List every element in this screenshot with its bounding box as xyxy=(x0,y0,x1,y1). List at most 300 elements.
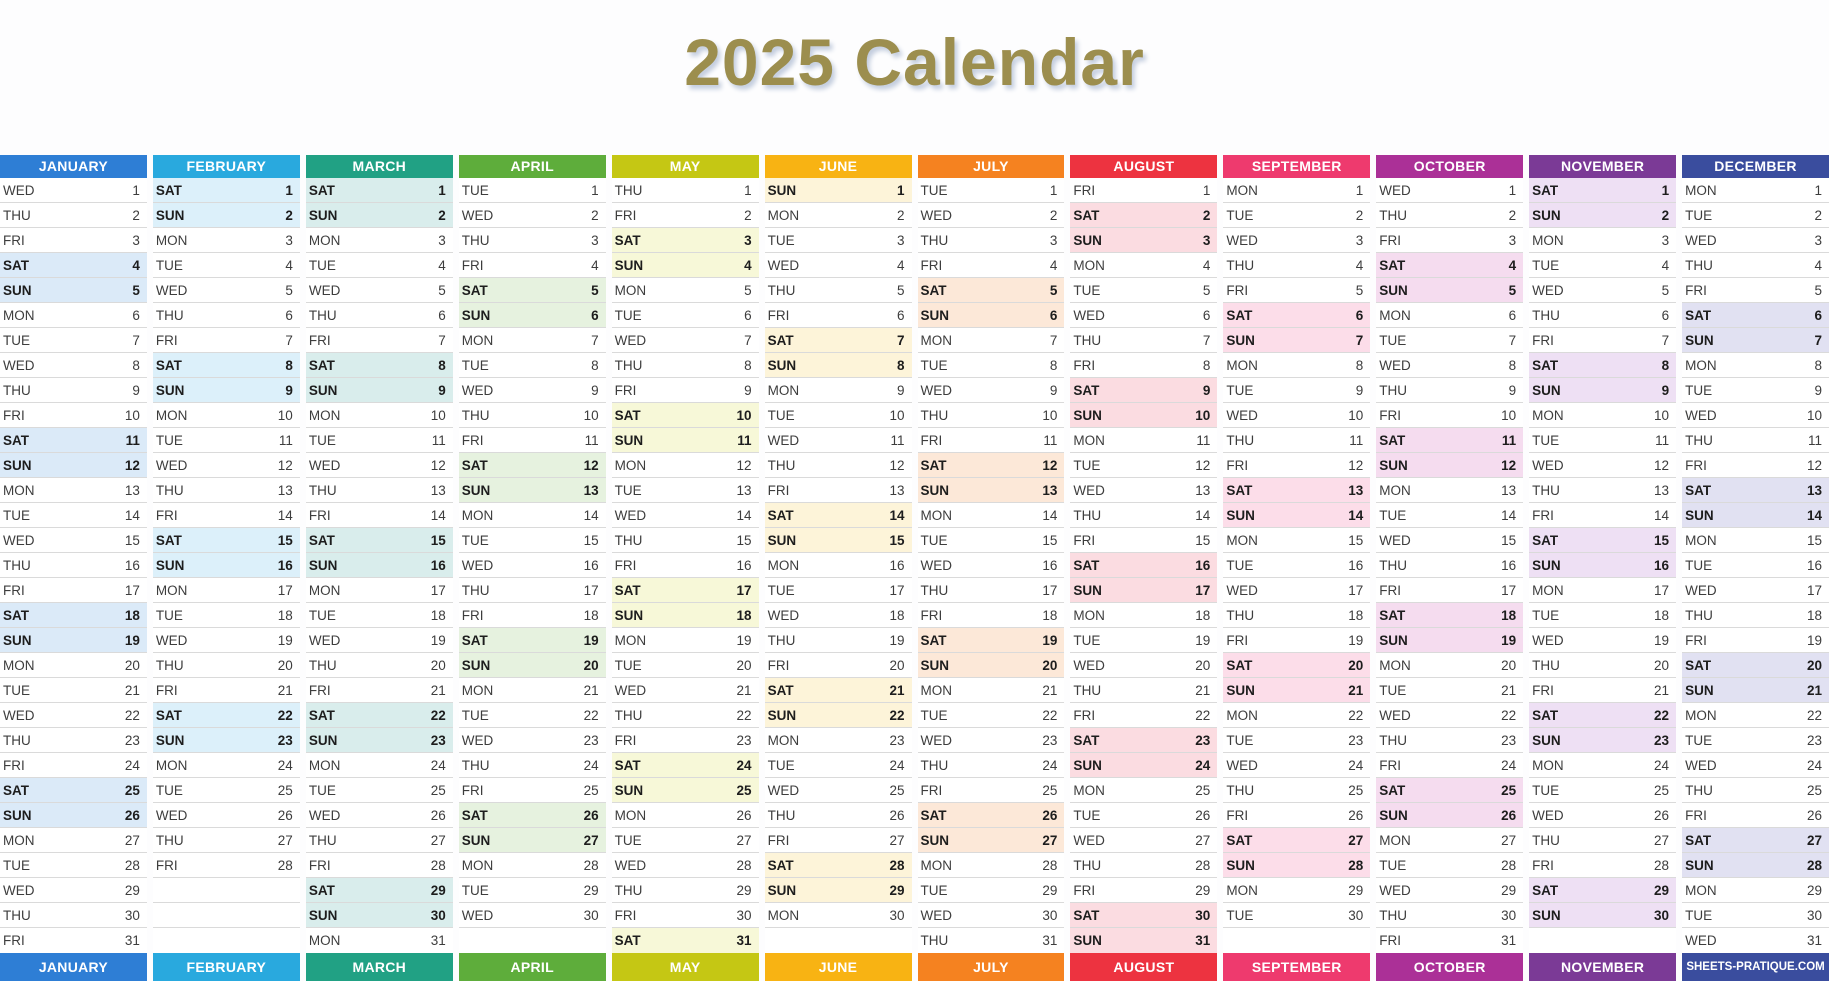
month-header-november: NOVEMBER xyxy=(1529,155,1676,178)
day-number: 9 xyxy=(285,382,293,398)
day-name: TUE xyxy=(920,707,948,723)
day-number: 13 xyxy=(277,482,293,498)
day-name: SUN xyxy=(1073,582,1102,598)
day-number: 8 xyxy=(438,357,446,373)
day-cell-may-18 xyxy=(612,603,759,628)
day-number: 6 xyxy=(744,307,752,323)
day-name: MON xyxy=(155,757,188,773)
day-cell-june-20 xyxy=(765,653,912,678)
day-cell-december-24 xyxy=(1682,753,1829,778)
day-number: 13 xyxy=(1042,482,1058,498)
day-number: 25 xyxy=(1042,782,1058,798)
day-cell-january-20 xyxy=(0,653,147,678)
day-cell-june-26 xyxy=(765,803,912,828)
day-number: 16 xyxy=(1654,557,1670,573)
day-cell-july-24 xyxy=(918,753,1065,778)
day-cell-april-16 xyxy=(459,553,606,578)
day-cell-november-26 xyxy=(1529,803,1676,828)
day-cell-december-22 xyxy=(1682,703,1829,728)
day-cell-may-16 xyxy=(612,553,759,578)
day-cell-august-25 xyxy=(1070,778,1217,803)
day-name: WED xyxy=(920,382,952,398)
day-cell-september-28 xyxy=(1223,853,1370,878)
day-cell-july-17 xyxy=(918,578,1065,603)
day-name: SAT xyxy=(1226,307,1253,323)
day-cell-august-16 xyxy=(1070,553,1217,578)
day-name: WED xyxy=(308,457,341,473)
day-number: 22 xyxy=(277,707,293,723)
day-name: THU xyxy=(614,182,643,198)
day-number: 10 xyxy=(1042,407,1058,423)
day-cell-june-13 xyxy=(765,478,912,503)
day-cell-empty-june xyxy=(765,928,912,953)
day-number: 27 xyxy=(583,832,599,848)
day-name: MON xyxy=(3,832,35,848)
page-title: 2025 Calendar xyxy=(684,25,1145,99)
day-number: 18 xyxy=(124,607,140,623)
day-number: 7 xyxy=(744,332,752,348)
day-number: 29 xyxy=(1348,882,1364,898)
day-name: TUE xyxy=(1685,207,1713,223)
day-name: WED xyxy=(1073,307,1105,323)
day-name: MON xyxy=(920,857,952,873)
day-name: WED xyxy=(1532,807,1564,823)
day-name: TUE xyxy=(1685,732,1713,748)
day-cell-december-12 xyxy=(1682,453,1829,478)
day-name: THU xyxy=(614,882,643,898)
day-number: 18 xyxy=(1654,607,1670,623)
day-name: MON xyxy=(920,332,952,348)
day-cell-july-8 xyxy=(918,353,1065,378)
day-name: FRI xyxy=(3,582,25,598)
day-name: THU xyxy=(1685,432,1713,448)
day-number: 18 xyxy=(583,607,599,623)
day-name: FRI xyxy=(155,332,178,348)
day-number: 3 xyxy=(1508,232,1517,248)
day-number: 7 xyxy=(1049,332,1058,348)
day-number: 1 xyxy=(438,182,446,198)
day-name: THU xyxy=(767,807,796,823)
day-number: 16 xyxy=(1042,557,1058,573)
day-cell-august-29 xyxy=(1070,878,1217,903)
day-number: 2 xyxy=(132,207,140,223)
day-cell-march-26 xyxy=(306,803,453,828)
day-cell-july-2 xyxy=(918,203,1065,228)
day-number: 17 xyxy=(1195,582,1211,598)
day-name: WED xyxy=(1379,882,1411,898)
day-name: SUN xyxy=(614,782,644,798)
day-cell-july-11 xyxy=(918,428,1065,453)
day-number: 27 xyxy=(1654,832,1670,848)
day-name: WED xyxy=(461,207,494,223)
day-number: 18 xyxy=(889,607,905,623)
day-cell-june-9 xyxy=(765,378,912,403)
day-cell-january-18 xyxy=(0,603,147,628)
day-number: 22 xyxy=(889,707,905,723)
day-name: FRI xyxy=(1073,532,1096,548)
day-name: SAT xyxy=(461,807,488,823)
day-number: 23 xyxy=(583,732,599,748)
day-cell-april-25 xyxy=(459,778,606,803)
day-name: FRI xyxy=(308,507,331,523)
day-cell-june-19 xyxy=(765,628,912,653)
day-number: 28 xyxy=(736,857,752,873)
day-number: 12 xyxy=(1348,457,1364,473)
day-number: 7 xyxy=(1355,332,1364,348)
day-cell-september-29 xyxy=(1223,878,1370,903)
day-cell-june-22 xyxy=(765,703,912,728)
day-cell-november-18 xyxy=(1529,603,1676,628)
day-cell-may-31 xyxy=(612,928,759,953)
day-cell-march-30 xyxy=(306,903,453,928)
day-cell-january-16 xyxy=(0,553,147,578)
day-cell-july-12 xyxy=(918,453,1065,478)
day-number: 15 xyxy=(430,532,446,548)
day-name: THU xyxy=(920,757,949,773)
day-cell-march-19 xyxy=(306,628,453,653)
day-cell-march-21 xyxy=(306,678,453,703)
day-name: SUN xyxy=(1532,907,1561,923)
day-cell-january-2 xyxy=(0,203,147,228)
day-cell-april-3 xyxy=(459,228,606,253)
day-number: 26 xyxy=(430,807,446,823)
day-name: WED xyxy=(1532,457,1564,473)
day-name: THU xyxy=(614,532,643,548)
day-number: 30 xyxy=(1195,907,1211,923)
day-number: 14 xyxy=(1348,507,1364,523)
day-cell-november-23 xyxy=(1529,728,1676,753)
day-cell-june-7 xyxy=(765,328,912,353)
month-header-february: FEBRUARY xyxy=(153,155,300,178)
day-cell-january-5 xyxy=(0,278,147,303)
day-cell-february-19 xyxy=(153,628,300,653)
day-name: THU xyxy=(920,407,949,423)
day-name: TUE xyxy=(308,257,336,273)
day-name: SUN xyxy=(1379,632,1408,648)
day-number: 1 xyxy=(744,182,752,198)
day-name: TUE xyxy=(155,432,183,448)
day-name: FRI xyxy=(1379,757,1401,773)
day-cell-august-11 xyxy=(1070,428,1217,453)
day-cell-august-4 xyxy=(1070,253,1217,278)
day-cell-november-28 xyxy=(1529,853,1676,878)
day-number: 3 xyxy=(132,232,140,248)
day-cell-march-13 xyxy=(306,478,453,503)
day-name: THU xyxy=(1073,682,1102,698)
day-number: 9 xyxy=(1355,382,1364,398)
day-number: 8 xyxy=(1661,357,1670,373)
day-number: 4 xyxy=(1661,257,1670,273)
day-number: 31 xyxy=(1195,933,1211,948)
day-name: WED xyxy=(1379,357,1411,373)
day-cell-april-2 xyxy=(459,203,606,228)
day-cell-march-29 xyxy=(306,878,453,903)
day-cell-empty-february xyxy=(153,878,300,903)
day-name: WED xyxy=(1226,757,1258,773)
day-cell-october-11 xyxy=(1376,428,1523,453)
day-name: SAT xyxy=(1226,482,1253,498)
day-number: 11 xyxy=(1655,432,1670,448)
day-name: FRI xyxy=(767,307,790,323)
day-number: 18 xyxy=(1195,607,1211,623)
day-number: 8 xyxy=(744,357,752,373)
day-name: WED xyxy=(1685,232,1717,248)
day-name: SAT xyxy=(767,507,794,523)
day-cell-june-5 xyxy=(765,278,912,303)
day-cell-may-14 xyxy=(612,503,759,528)
day-cell-november-8 xyxy=(1529,353,1676,378)
day-number: 6 xyxy=(438,307,446,323)
day-number: 19 xyxy=(1348,632,1364,648)
day-cell-january-25 xyxy=(0,778,147,803)
day-name: WED xyxy=(1073,482,1105,498)
day-cell-august-17 xyxy=(1070,578,1217,603)
day-cell-empty-april xyxy=(459,928,606,953)
day-name: FRI xyxy=(308,857,331,873)
day-number: 22 xyxy=(1806,707,1822,723)
day-number: 10 xyxy=(1806,407,1822,423)
day-number: 20 xyxy=(1195,657,1211,673)
day-number: 19 xyxy=(430,632,446,648)
day-number: 11 xyxy=(1043,432,1058,448)
day-number: 8 xyxy=(896,357,905,373)
day-number: 29 xyxy=(1042,882,1058,898)
day-cell-july-19 xyxy=(918,628,1065,653)
day-number: 17 xyxy=(889,582,905,598)
day-name: MON xyxy=(461,507,494,523)
month-footer-august: AUGUST xyxy=(1070,953,1217,981)
day-number: 28 xyxy=(1348,857,1364,873)
day-name: SUN xyxy=(461,482,491,498)
day-number: 29 xyxy=(736,882,752,898)
day-cell-october-8 xyxy=(1376,353,1523,378)
day-cell-august-30 xyxy=(1070,903,1217,928)
day-name: MON xyxy=(155,407,188,423)
day-name: MON xyxy=(1226,707,1258,723)
day-name: THU xyxy=(3,907,31,923)
day-number: 23 xyxy=(1654,732,1670,748)
day-number: 5 xyxy=(1355,282,1364,298)
day-cell-may-13 xyxy=(612,478,759,503)
day-cell-may-19 xyxy=(612,628,759,653)
day-number: 11 xyxy=(1196,432,1211,448)
day-name: SUN xyxy=(461,307,491,323)
day-number: 14 xyxy=(1042,507,1058,523)
day-name: WED xyxy=(308,282,341,298)
day-number: 4 xyxy=(1202,257,1211,273)
day-name: FRI xyxy=(1226,282,1249,298)
day-name: TUE xyxy=(920,882,948,898)
day-name: THU xyxy=(155,307,184,323)
day-number: 11 xyxy=(278,432,293,448)
day-cell-june-27 xyxy=(765,828,912,853)
day-name: TUE xyxy=(308,432,336,448)
day-number: 21 xyxy=(277,682,293,698)
day-name: WED xyxy=(3,182,35,198)
day-cell-december-2 xyxy=(1682,203,1829,228)
day-name: MON xyxy=(3,482,35,498)
day-cell-november-22 xyxy=(1529,703,1676,728)
day-cell-june-2 xyxy=(765,203,912,228)
day-name: FRI xyxy=(1685,282,1707,298)
day-number: 27 xyxy=(889,832,905,848)
day-number: 23 xyxy=(1806,732,1822,748)
day-number: 16 xyxy=(583,557,599,573)
month-footer-may: MAY xyxy=(612,953,759,981)
footer-link[interactable]: SHEETS-PRATIQUE.COM xyxy=(1682,953,1829,981)
day-name: TUE xyxy=(1226,382,1254,398)
day-cell-april-26 xyxy=(459,803,606,828)
day-name: SAT xyxy=(155,182,182,198)
day-number: 28 xyxy=(1042,857,1058,873)
day-name: TUE xyxy=(614,832,642,848)
day-number: 28 xyxy=(1806,857,1822,873)
month-days-october xyxy=(1376,178,1523,953)
day-name: MON xyxy=(1379,832,1411,848)
day-name: MON xyxy=(1532,582,1564,598)
day-name: THU xyxy=(1685,782,1713,798)
day-name: SAT xyxy=(1685,657,1712,673)
day-name: SUN xyxy=(1532,382,1561,398)
day-cell-june-17 xyxy=(765,578,912,603)
day-cell-january-3 xyxy=(0,228,147,253)
day-cell-december-16 xyxy=(1682,553,1829,578)
day-number: 18 xyxy=(1501,607,1517,623)
day-cell-may-12 xyxy=(612,453,759,478)
day-cell-november-10 xyxy=(1529,403,1676,428)
day-number: 2 xyxy=(591,207,599,223)
day-name: SAT xyxy=(1379,432,1406,448)
day-name: WED xyxy=(3,532,35,548)
day-name: SUN xyxy=(308,207,338,223)
day-number: 30 xyxy=(1501,907,1517,923)
day-number: 27 xyxy=(1348,832,1364,848)
day-cell-january-12 xyxy=(0,453,147,478)
day-name: WED xyxy=(461,382,494,398)
day-number: 20 xyxy=(583,657,599,673)
day-cell-april-14 xyxy=(459,503,606,528)
day-number: 2 xyxy=(744,207,752,223)
day-number: 20 xyxy=(1042,657,1058,673)
day-name: WED xyxy=(767,607,800,623)
day-number: 20 xyxy=(124,657,140,673)
day-number: 6 xyxy=(591,307,599,323)
day-name: SUN xyxy=(1379,807,1408,823)
day-cell-may-7 xyxy=(612,328,759,353)
day-number: 29 xyxy=(1501,882,1517,898)
day-cell-july-22 xyxy=(918,703,1065,728)
day-name: MON xyxy=(1685,882,1717,898)
day-name: SAT xyxy=(1685,832,1712,848)
day-cell-june-10 xyxy=(765,403,912,428)
day-name: MON xyxy=(767,382,800,398)
day-number: 18 xyxy=(1348,607,1364,623)
day-cell-july-6 xyxy=(918,303,1065,328)
day-number: 8 xyxy=(132,357,140,373)
day-cell-february-14 xyxy=(153,503,300,528)
day-cell-march-24 xyxy=(306,753,453,778)
day-cell-december-9 xyxy=(1682,378,1829,403)
day-number: 19 xyxy=(583,632,599,648)
month-header-august: AUGUST xyxy=(1070,155,1217,178)
day-name: MON xyxy=(308,933,341,948)
day-cell-july-30 xyxy=(918,903,1065,928)
day-name: SAT xyxy=(461,632,488,648)
day-number: 10 xyxy=(1348,407,1364,423)
day-number: 14 xyxy=(1806,507,1822,523)
day-cell-october-15 xyxy=(1376,528,1523,553)
day-cell-may-26 xyxy=(612,803,759,828)
day-cell-november-11 xyxy=(1529,428,1676,453)
day-name: TUE xyxy=(1379,857,1407,873)
month-column-february xyxy=(153,155,300,981)
day-cell-february-4 xyxy=(153,253,300,278)
day-name: THU xyxy=(1073,332,1102,348)
day-number: 26 xyxy=(889,807,905,823)
day-cell-october-31 xyxy=(1376,928,1523,953)
day-number: 26 xyxy=(583,807,599,823)
day-number: 6 xyxy=(1508,307,1517,323)
day-name: SAT xyxy=(614,757,641,773)
day-cell-june-23 xyxy=(765,728,912,753)
day-number: 10 xyxy=(1654,407,1670,423)
month-header-april: APRIL xyxy=(459,155,606,178)
day-number: 24 xyxy=(1042,757,1058,773)
day-name: WED xyxy=(3,707,35,723)
day-name: SUN xyxy=(155,557,185,573)
day-name: SUN xyxy=(1073,407,1102,423)
day-cell-july-4 xyxy=(918,253,1065,278)
day-name: THU xyxy=(308,832,337,848)
day-number: 26 xyxy=(1501,807,1517,823)
day-cell-february-2 xyxy=(153,203,300,228)
day-number: 10 xyxy=(430,407,446,423)
day-name: FRI xyxy=(1073,882,1096,898)
day-name: FRI xyxy=(3,757,25,773)
day-cell-january-21 xyxy=(0,678,147,703)
day-name: SAT xyxy=(920,632,947,648)
day-name: MON xyxy=(1226,357,1258,373)
day-cell-october-16 xyxy=(1376,553,1523,578)
day-cell-december-26 xyxy=(1682,803,1829,828)
month-header-october: OCTOBER xyxy=(1376,155,1523,178)
day-cell-july-3 xyxy=(918,228,1065,253)
day-cell-october-30 xyxy=(1376,903,1523,928)
day-cell-april-9 xyxy=(459,378,606,403)
day-number: 21 xyxy=(1501,682,1517,698)
day-name: TUE xyxy=(461,707,489,723)
day-cell-february-16 xyxy=(153,553,300,578)
day-number: 29 xyxy=(124,882,140,898)
day-name: WED xyxy=(1226,407,1258,423)
day-name: TUE xyxy=(767,582,795,598)
day-cell-may-20 xyxy=(612,653,759,678)
day-cell-august-5 xyxy=(1070,278,1217,303)
day-name: SAT xyxy=(1226,832,1253,848)
day-number: 13 xyxy=(430,482,446,498)
day-number: 30 xyxy=(583,907,599,923)
day-cell-march-25 xyxy=(306,778,453,803)
day-cell-november-12 xyxy=(1529,453,1676,478)
day-cell-february-25 xyxy=(153,778,300,803)
day-cell-september-15 xyxy=(1223,528,1370,553)
day-cell-december-8 xyxy=(1682,353,1829,378)
day-cell-july-26 xyxy=(918,803,1065,828)
day-cell-march-8 xyxy=(306,353,453,378)
day-number: 19 xyxy=(1654,632,1670,648)
day-cell-april-19 xyxy=(459,628,606,653)
day-number: 6 xyxy=(132,307,140,323)
